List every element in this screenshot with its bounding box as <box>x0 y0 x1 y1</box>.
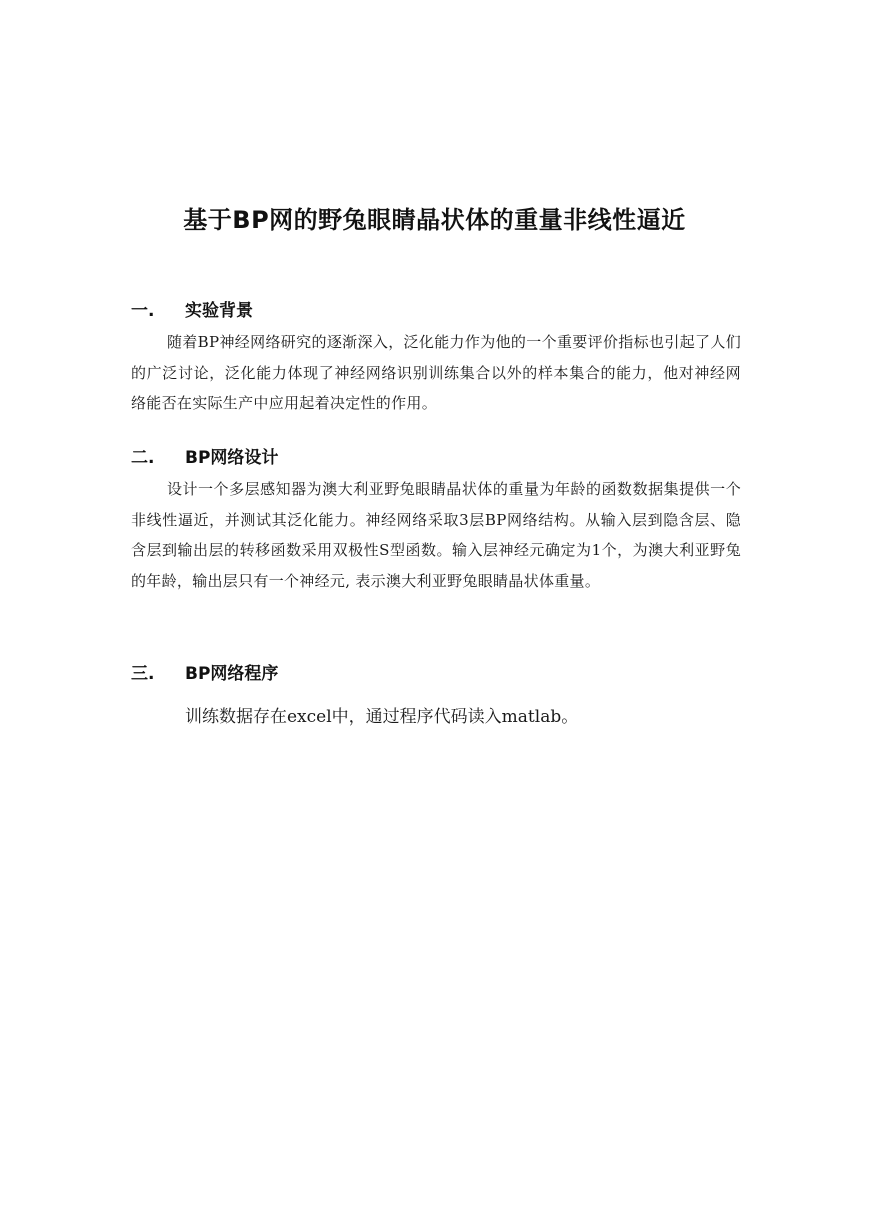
section-heading <box>131 297 741 325</box>
section-network-design <box>131 444 741 596</box>
section-number: 三. <box>131 664 155 684</box>
section-number: 二. <box>131 448 155 468</box>
section-title: 实验背景 <box>185 301 253 321</box>
document-title: 基于BP网的野兔眼睛晶状体的重量非线性逼近 <box>183 206 686 234</box>
section-title: BP网络程序 <box>185 664 279 684</box>
section-heading <box>131 660 741 688</box>
section-title: BP网络设计 <box>185 448 279 468</box>
section-paragraph: 设计一个多层感知器为澳大利亚野兔眼睛晶状体的重量为年龄的函数数据集提供一个非线性逼近，并测试其泛化能力。神经网络采取3层BP网络结构。从输入层到隐含层、隐含层到输出层的转移函数采用双极性S型函数。输入层神经元确定为1个，为澳大利亚野兔的年龄，输出层只有一个神经元, 表示澳大利亚野兔眼睛晶状体重量。 <box>131 480 741 590</box>
section-paragraph: 训练数据存在excel中，通过程序代码读入matlab。 <box>185 707 579 727</box>
section-network-program <box>131 660 741 732</box>
section-paragraph: 随着BP神经网络研究的逐渐深入，泛化能力作为他的一个重要评价指标也引起了人们的广泛讨论，泛化能力体现了神经网络识别训练集合以外的样本集合的能力，他对神经网络能否在实际生产中应用起着决定性的作用。 <box>131 333 741 412</box>
section-heading <box>131 444 741 472</box>
section-background <box>131 297 741 419</box>
section-number: 一. <box>131 301 155 321</box>
